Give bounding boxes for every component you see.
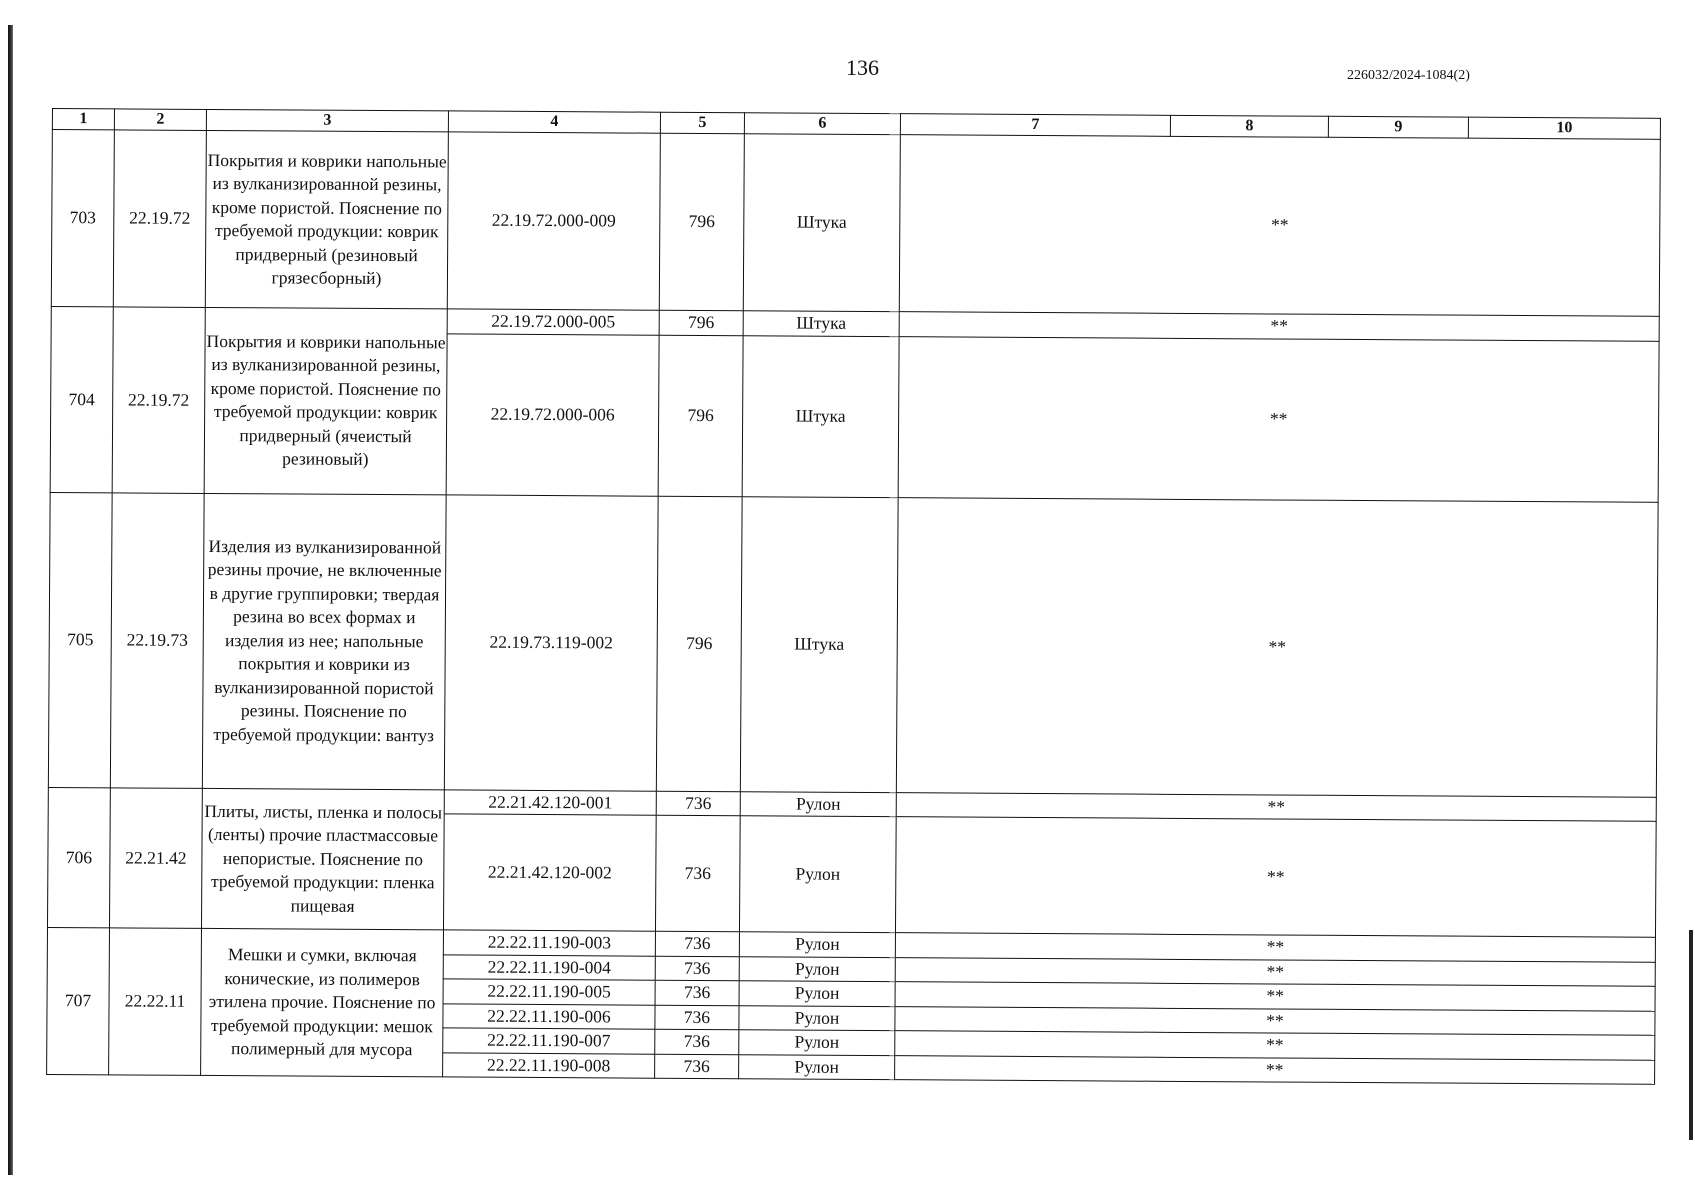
- column-header: 4: [448, 111, 660, 133]
- item-description: Покрытия и коврики напольные из вулканизированной резины, кроме пористой. Пояснение по требуемой продукции: коврик придверный (резиновый грязесборный): [205, 130, 448, 308]
- okpd-code: 22.19.73: [110, 492, 204, 788]
- okei-code: 796: [659, 133, 744, 311]
- ktru-code: 22.19.72.000-005: [447, 309, 659, 335]
- item-description: Плиты, листы, пленка и полосы (ленты) прочие пластмассовые непористые. Пояснение по требуемой продукции: пленка пищевая: [201, 788, 444, 930]
- column-header: 8: [1170, 115, 1328, 137]
- table-row: [48, 492, 1658, 797]
- unit-name: Рулон: [740, 791, 896, 816]
- scan-edge-right: [1689, 930, 1693, 1140]
- scan-edge-left: [8, 25, 13, 1175]
- procurement-table: [46, 108, 1661, 1085]
- row-number: 705: [48, 492, 112, 787]
- ktru-code: 22.22.11.190-006: [443, 1003, 655, 1029]
- column-header: 3: [206, 109, 448, 131]
- requirements-mark: **: [895, 982, 1655, 1011]
- unit-name: Штука: [743, 134, 900, 312]
- ktru-code: 22.22.11.190-003: [443, 930, 655, 956]
- unit-name: Рулон: [739, 932, 895, 957]
- okei-code: 736: [655, 931, 739, 956]
- requirements-mark: **: [895, 1006, 1655, 1035]
- okei-code: 736: [655, 1005, 739, 1030]
- column-header: 1: [52, 109, 114, 130]
- column-header: 6: [744, 113, 900, 135]
- table-row: [51, 130, 1660, 317]
- okei-code: 736: [655, 1054, 739, 1079]
- requirements-mark: **: [895, 817, 1656, 938]
- okpd-code: 22.21.42: [109, 787, 202, 928]
- requirements-mark: **: [896, 497, 1658, 797]
- unit-name: Рулон: [739, 981, 895, 1006]
- page-number: 136: [846, 55, 879, 80]
- okei-code: 796: [656, 496, 742, 792]
- unit-name: Штука: [742, 335, 899, 497]
- requirements-mark: **: [895, 1055, 1655, 1084]
- unit-name: Штука: [740, 496, 898, 792]
- okpd-code: 22.19.72: [112, 307, 205, 493]
- row-number: 707: [47, 927, 110, 1074]
- column-header: 7: [900, 114, 1170, 137]
- requirements-mark: **: [898, 336, 1659, 502]
- okpd-code: 22.19.72: [113, 130, 206, 308]
- requirements-mark: **: [895, 933, 1655, 962]
- ktru-code: 22.19.72.000-009: [447, 132, 660, 310]
- unit-name: Штука: [743, 311, 899, 336]
- ktru-code: 22.19.72.000-006: [446, 333, 659, 495]
- ktru-code: 22.21.42.120-001: [444, 789, 656, 815]
- unit-name: Рулон: [739, 1054, 895, 1079]
- unit-name: Рулон: [739, 1030, 895, 1055]
- ktru-code: 22.22.11.190-007: [443, 1028, 655, 1054]
- ktru-code: 22.22.11.190-004: [443, 954, 655, 980]
- requirements-mark: **: [895, 957, 1655, 986]
- ktru-code: 22.19.73.119-002: [444, 494, 658, 790]
- column-header: 9: [1328, 116, 1468, 138]
- requirements-mark: **: [896, 792, 1656, 821]
- row-number: 703: [51, 130, 114, 307]
- okei-code: 736: [655, 980, 739, 1005]
- okpd-code: 22.22.11: [109, 928, 202, 1076]
- column-header: 5: [660, 112, 744, 134]
- column-header: 2: [114, 109, 206, 131]
- unit-name: Рулон: [739, 1005, 895, 1030]
- requirements-mark: **: [895, 1031, 1655, 1060]
- item-description: Изделия из вулканизированной резины прочие, не включенные в другие группировки; твердая резина во всех формах и изделия из нее; напольные покрытия и коврики из вулканизированной пористой резины. Пояснение по требуемой продукции: вантуз: [202, 493, 446, 789]
- okei-code: 796: [658, 335, 743, 497]
- unit-name: Рулон: [739, 816, 896, 933]
- unit-name: Рулон: [739, 956, 895, 981]
- row-number: 704: [50, 306, 113, 492]
- item-description: Мешки и сумки, включая конические, из полимеров этилена прочие. Пояснение по требуемой продукции: мешок полимерный для мусора: [201, 928, 444, 1076]
- item-description: Покрытия и коврики напольные из вулканизированной резины, кроме пористой. Пояснение по требуемой продукции: коврик придверный (ячеистый резиновый): [204, 307, 447, 494]
- ktru-code: 22.22.11.190-008: [443, 1052, 655, 1078]
- row-number: 706: [47, 787, 110, 928]
- column-header: 10: [1468, 117, 1660, 139]
- procurement-table-wrapper: [46, 108, 1660, 1085]
- okei-code: 796: [659, 310, 743, 335]
- okei-code: 736: [656, 791, 740, 816]
- okei-code: 736: [655, 1029, 739, 1054]
- okei-code: 736: [655, 956, 739, 981]
- okei-code: 736: [655, 815, 740, 932]
- ktru-code: 22.21.42.120-002: [443, 814, 656, 931]
- document-id: 226032/2024-1084(2): [1347, 68, 1470, 83]
- requirements-mark: **: [899, 312, 1659, 341]
- ktru-code: 22.22.11.190-005: [443, 979, 655, 1005]
- requirements-mark: **: [899, 135, 1660, 317]
